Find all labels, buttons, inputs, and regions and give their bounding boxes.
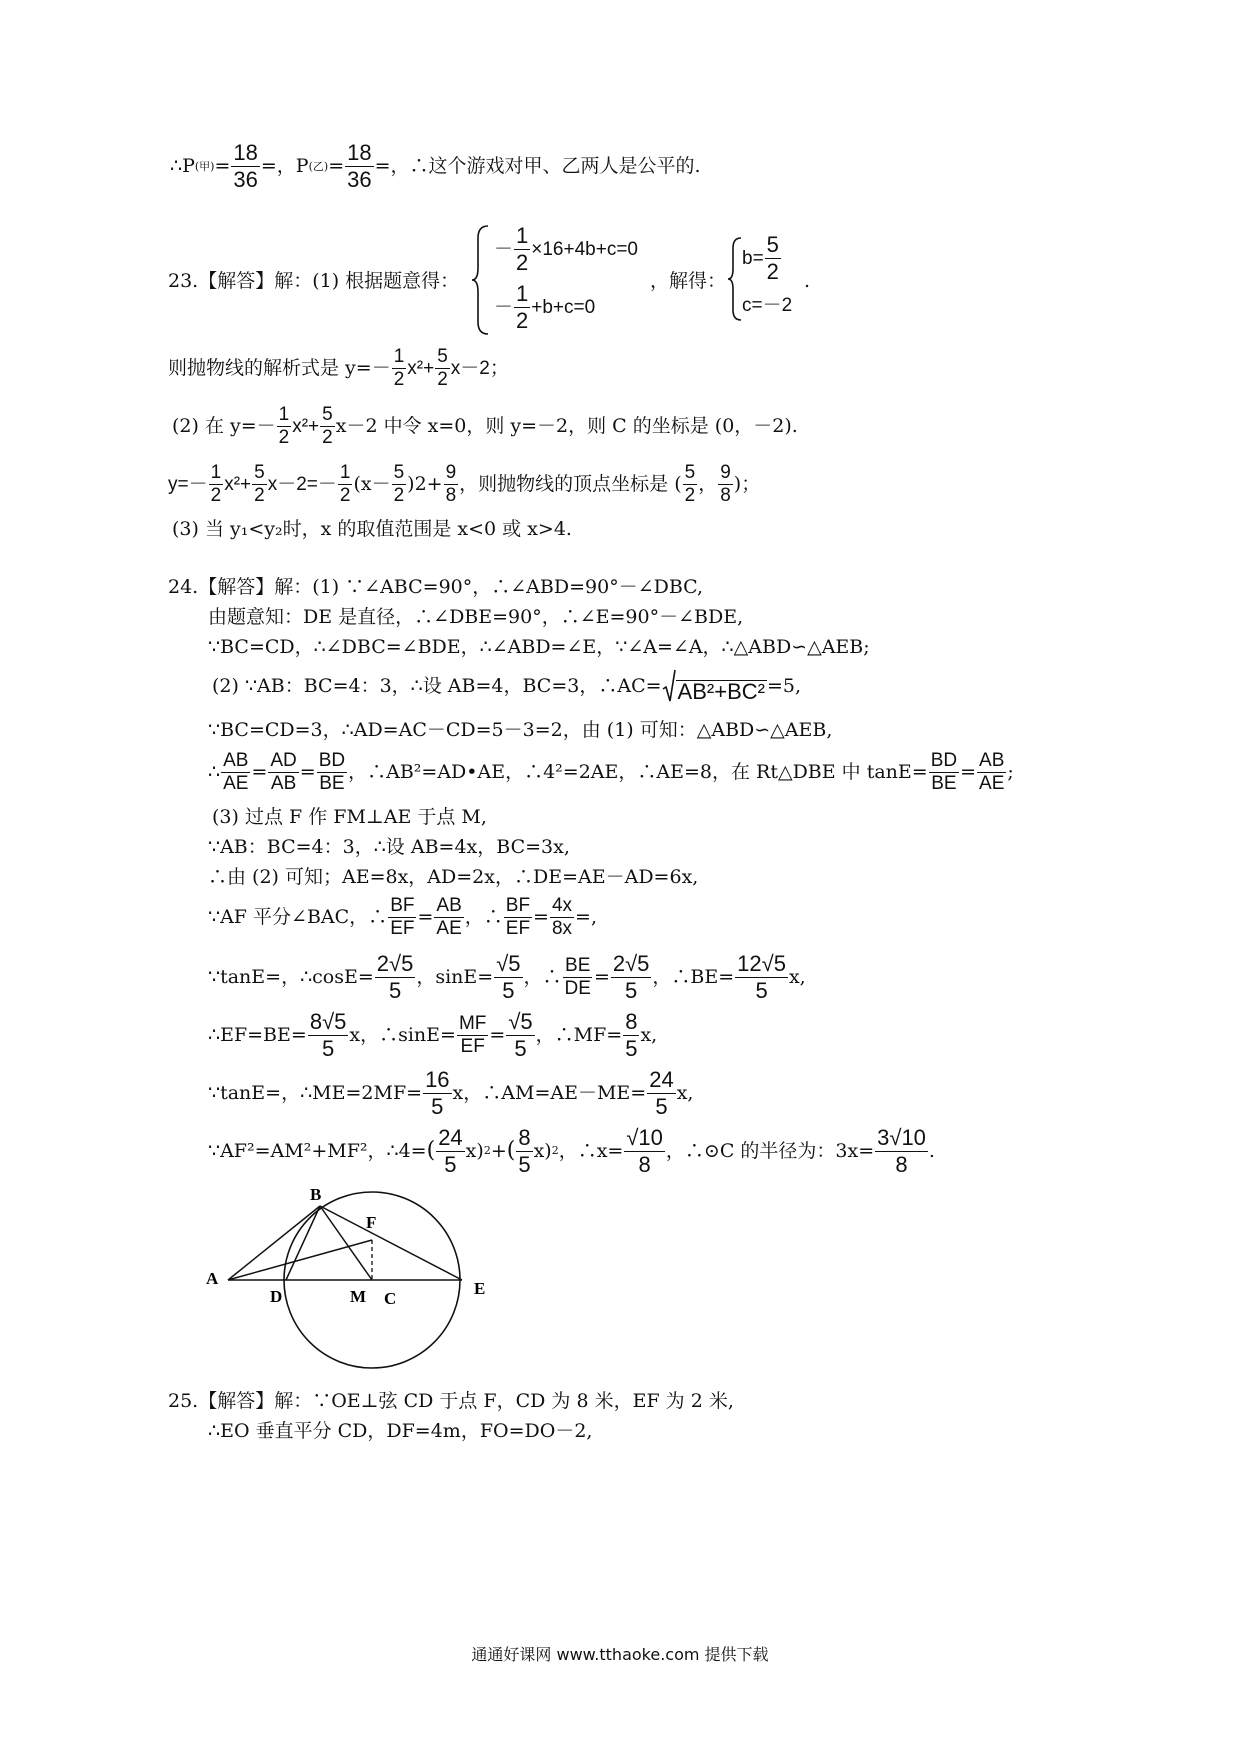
denominator: 5	[625, 977, 638, 1003]
denominator: 36	[347, 166, 372, 192]
label-b: B	[310, 1185, 322, 1204]
text: ，∴AB²=AD•AE，∴4²=2AE，∴AE=8，在 Rt△DBE 中 tanE=	[348, 760, 928, 783]
numerator: 1	[516, 281, 529, 307]
fraction	[308, 1010, 349, 1059]
numerator: 4x	[551, 894, 573, 916]
denominator: EF	[460, 1035, 485, 1057]
fraction	[647, 1068, 675, 1117]
text: ∴EF=BE=	[208, 1023, 307, 1046]
text: x²+	[292, 415, 320, 437]
fraction	[494, 952, 522, 1001]
text: x,	[640, 1023, 658, 1046]
denominator: 2	[393, 484, 405, 506]
fraction	[345, 141, 373, 190]
q23-vertex	[168, 460, 760, 508]
q24-line13	[208, 1068, 693, 1118]
numerator: 1	[516, 223, 529, 249]
segment-bc	[320, 1206, 372, 1280]
text: x－2 中令 x=0，则 y=－2，则 C 的坐标是 (0，－2).	[335, 414, 798, 437]
text: =	[328, 154, 345, 177]
fraction	[514, 282, 530, 331]
numerator: AB	[223, 749, 249, 771]
radicand: AB²+BC²	[677, 679, 765, 704]
fraction	[735, 952, 788, 1001]
text: =	[214, 154, 231, 177]
q24-line6: ∴ $\frac{AB}{AE}$ = $\frac{AD}{AB}$ = $\frac{BD}{BE}$ ，∴AB²=AD•AE，∴4²=2AE，∴AE=8，在 Rt△DBE 中 tanE= $\frac{BD}{BE}$ = $\frac{AB}{AE}$ ;	[208, 749, 1014, 794]
fraction	[563, 956, 593, 999]
segment-be	[320, 1206, 462, 1280]
q24-line7	[212, 804, 487, 830]
text: 则抛物线的解析式是 y=－	[168, 356, 391, 379]
denominator: 2	[437, 368, 448, 390]
denominator: 5	[431, 1093, 444, 1119]
numerator: 5	[437, 345, 448, 367]
fraction	[457, 1014, 488, 1057]
text: =,	[575, 905, 598, 928]
text: (2) 在 y=－	[172, 414, 276, 437]
numerator: 1	[339, 461, 351, 483]
fraction	[435, 347, 450, 390]
fraction	[317, 751, 347, 794]
fraction	[514, 224, 530, 273]
fraction	[977, 751, 1006, 794]
denominator: AB	[270, 772, 297, 794]
denominator: 5	[388, 977, 402, 1003]
label-e: E	[474, 1279, 486, 1298]
text: ∵AF²=AM²+MF²，∴4=	[208, 1139, 427, 1162]
fraction	[434, 896, 463, 939]
fraction	[277, 405, 292, 448]
text: ，则抛物线的顶点坐标是 (	[459, 472, 682, 495]
fraction	[765, 233, 781, 282]
text: ∵tanE=，∴cosE=	[208, 965, 374, 988]
numerator: 3√10	[877, 1125, 926, 1151]
segment-af	[228, 1240, 372, 1280]
numerator: MF	[458, 1012, 487, 1034]
text: =，∴这个游戏对甲、乙两人是公平的.	[374, 154, 701, 177]
denominator: 5	[625, 1035, 638, 1061]
numerator: 24	[438, 1125, 463, 1151]
denominator: 2	[516, 307, 529, 333]
text: (2) ∵AB：BC=4：3，∴设 AB=4，BC=3，∴AC=	[212, 674, 662, 697]
fraction	[221, 751, 250, 794]
text: x，∴AM=AE－ME=	[452, 1081, 647, 1104]
fraction	[550, 896, 574, 939]
numerator: 8	[625, 1009, 638, 1035]
denominator: BE	[931, 772, 957, 794]
denominator: AE	[979, 772, 1005, 794]
denominator: 2	[322, 426, 333, 448]
numerator: 1	[278, 403, 290, 425]
numerator: 5	[322, 403, 333, 425]
fraction	[929, 751, 959, 794]
fraction	[718, 463, 733, 506]
numerator: BE	[565, 954, 591, 976]
fraction	[623, 1010, 639, 1059]
numerator: BF	[390, 894, 415, 916]
denominator: 8	[895, 1151, 908, 1177]
fraction	[252, 463, 267, 506]
fraction	[611, 952, 652, 1001]
fraction	[231, 141, 259, 190]
q24-line14: ∵AF²=AM²+MF²，∴4= ( $\frac{24}{5}$ x) 2 + ( $\frac{8}{5}$ x) 2 ，∴x= $\frac{√10}{8}$ ，∴⊙C 的半径为：3x= $\frac{3√10}{8}$ .	[208, 1125, 935, 1177]
fraction	[392, 347, 407, 390]
text: +	[490, 1139, 507, 1162]
numerator: 8	[518, 1125, 531, 1151]
label-m: M	[350, 1287, 367, 1306]
denominator: 2	[516, 249, 529, 275]
numerator: 2√5	[376, 951, 414, 977]
text: 24.【解答】解：(1) ∵∠ABC=90°，∴∠ABD=90°－∠DBC,	[168, 575, 704, 598]
denominator: 36	[233, 166, 258, 192]
numerator: 24	[649, 1067, 674, 1093]
sqrt	[662, 669, 767, 703]
denominator: 8	[638, 1151, 651, 1177]
denominator: 2	[210, 484, 222, 506]
q24-line3	[208, 634, 870, 660]
numerator: 18	[347, 140, 372, 166]
denominator: AE	[223, 772, 249, 794]
fraction	[624, 1126, 665, 1175]
q24-line11: ∵tanE=，∴cosE= $\frac{2√5}{5}$ ，sinE= $\frac{√5}{5}$ ，∴ $\frac{BE}{DE}$ = $\frac{2√5}{5}$ ，∴BE= $\frac{12√5}{5}$ x,	[208, 951, 806, 1003]
denominator: 2	[278, 426, 290, 448]
numerator: BD	[930, 749, 958, 771]
q25-line2	[208, 1418, 592, 1444]
text: )2+	[407, 472, 443, 495]
text: ，∴	[464, 905, 503, 928]
q24-line1	[168, 574, 703, 600]
fraction	[875, 1126, 928, 1175]
fraction	[338, 463, 353, 506]
fraction	[209, 463, 224, 506]
denominator: 8	[445, 484, 457, 506]
text: ，∴x=	[558, 1139, 624, 1162]
numerator: AB	[436, 894, 462, 916]
fraction	[388, 896, 416, 939]
text: 25.【解答】解：∵OE⊥弦 CD 于点 F，CD 为 8 米，EF 为 2 米,	[168, 1389, 734, 1412]
denominator: 5	[518, 1151, 531, 1177]
line-probability	[170, 142, 701, 190]
numerator: AB	[979, 749, 1005, 771]
numerator: 2√5	[612, 951, 650, 977]
text: )；	[733, 472, 761, 495]
text: x,	[788, 965, 806, 988]
segment-ab	[228, 1206, 320, 1280]
text: ，解得：	[650, 269, 727, 292]
numerator: √10	[626, 1125, 663, 1151]
fraction	[375, 952, 416, 1001]
q24-line2	[208, 604, 743, 630]
text: x,	[676, 1081, 694, 1104]
solution-system	[728, 232, 828, 324]
q23-solve	[650, 266, 726, 296]
text: .	[928, 1139, 935, 1162]
numerator: 18	[233, 140, 258, 166]
text: x²+	[224, 473, 252, 495]
q24-line9	[208, 864, 698, 890]
label-d: D	[270, 1287, 283, 1306]
numerator: BD	[318, 749, 346, 771]
page-footer: 通通好课网 www.tthaoke.com 提供下载	[471, 1645, 769, 1664]
numerator: 1	[210, 461, 222, 483]
q24-line10: ∵AF 平分∠BAC，∴ $\frac{BF}{EF}$ = $\frac{AB}{AE}$ ，∴ $\frac{BF}{EF}$ = $\frac{4x}{8x}$ =,	[208, 894, 598, 939]
denominator: 5	[321, 1035, 335, 1061]
text: +b+c=0	[531, 296, 596, 318]
numerator: 5	[393, 461, 405, 483]
text: (乙)	[308, 159, 329, 173]
q24-line5	[208, 717, 832, 743]
denominator: 2	[766, 258, 779, 284]
text: ，∴	[523, 965, 562, 988]
text: x－2；	[450, 357, 509, 379]
text: x－2=－	[267, 473, 337, 495]
text: x²+	[407, 357, 435, 379]
fraction	[506, 1010, 534, 1059]
text: (3) 过点 F 作 FM⊥AE 于点 M,	[212, 805, 487, 828]
text: ∴由 (2) 可知；AE=8x，AD=2x，∴DE=AE－AD=6x,	[208, 865, 699, 888]
numerator: √5	[508, 1009, 533, 1035]
text: ∵BC=CD=3，∴AD=AC－CD=5－3=2，由 (1) 可知：△ABD∽△AEB,	[208, 718, 833, 741]
text: ∴P	[170, 154, 195, 177]
q23-part3	[172, 516, 572, 542]
text: ，∴⊙C 的半径为：3x=	[665, 1139, 875, 1162]
numerator: 5	[254, 461, 265, 483]
q25-line1	[168, 1388, 734, 1414]
q23-head	[168, 266, 459, 296]
text: 23.【解答】解：(1) 根据题意得：	[168, 269, 460, 292]
numerator: 16	[425, 1067, 450, 1093]
denominator: 5	[755, 977, 768, 1003]
text: (3) 当 y₁<y₂时，x 的取值范围是 x<0 或 x>4.	[172, 517, 572, 540]
text: －	[494, 295, 514, 318]
text: =，P	[260, 154, 309, 177]
text: ∵BC=CD，∴∠DBC=∠BDE，∴∠ABD=∠E，∵∠A=∠A，∴△ABD∽△AEB;	[208, 635, 870, 658]
text: ∴	[208, 760, 221, 783]
text: ×16+4b+c=0	[531, 238, 638, 260]
left-brace	[472, 224, 492, 336]
geometry-figure	[200, 1178, 520, 1378]
denominator: 2	[339, 484, 351, 506]
text: =5,	[766, 674, 802, 697]
text: ∵AF 平分∠BAC，∴	[208, 905, 388, 928]
text: x)	[533, 1139, 552, 1162]
text: b=	[742, 247, 764, 269]
segment-bd	[286, 1206, 320, 1280]
numerator: 8√5	[309, 1009, 347, 1035]
denominator: 2	[684, 484, 696, 506]
numerator: AD	[270, 749, 297, 771]
radical-sign	[662, 669, 676, 703]
numerator: 5	[766, 232, 779, 258]
q23-part2	[172, 402, 798, 450]
denominator: 5	[655, 1093, 668, 1119]
fraction	[436, 1126, 464, 1175]
text: ，sinE=	[416, 965, 494, 988]
denominator: 2	[254, 484, 265, 506]
numerator: 1	[393, 345, 405, 367]
text: ，∴MF=	[535, 1023, 623, 1046]
text: ，∴BE=	[652, 965, 735, 988]
numerator: 5	[684, 461, 696, 483]
text: 由题意知：DE 是直径，∴∠DBE=90°，∴∠E=90°－∠BDE,	[208, 605, 744, 628]
numerator: BF	[505, 894, 531, 916]
q24-line8	[208, 834, 570, 860]
denominator: 5	[444, 1151, 457, 1177]
numerator: 9	[720, 461, 731, 483]
label-f: F	[366, 1213, 377, 1232]
text: .	[804, 269, 811, 292]
denominator: AE	[436, 917, 462, 939]
text: c=－2	[742, 294, 793, 316]
denominator: 5	[514, 1035, 527, 1061]
fraction	[268, 751, 298, 794]
text: x，∴sinE=	[349, 1023, 456, 1046]
text: ，	[698, 472, 718, 495]
text: ∵AB：BC=4：3，∴设 AB=4x，BC=3x,	[208, 835, 570, 858]
denominator: DE	[564, 977, 591, 999]
numerator: 12√5	[737, 951, 786, 977]
denominator: BE	[319, 772, 345, 794]
fraction	[504, 896, 532, 939]
denominator: 8	[720, 484, 731, 506]
q23-parabola	[168, 344, 509, 392]
q24-line12: ∴EF=BE= $\frac{8√5}{5}$ x，∴sinE= $\frac{MF}{EF}$ = $\frac{√5}{5}$ ，∴MF= $\frac{8}{5}$ x,	[208, 1009, 658, 1061]
denominator: 8x	[551, 917, 573, 939]
numerator: √5	[496, 951, 521, 977]
text: (甲)	[194, 159, 215, 173]
label-a: A	[206, 1269, 219, 1288]
q24-line4	[212, 666, 801, 706]
numerator: 9	[445, 461, 457, 483]
text: y=－	[168, 473, 208, 495]
fraction	[683, 463, 698, 506]
equation-system	[472, 222, 672, 338]
denominator: 2	[393, 368, 405, 390]
denominator: 5	[502, 977, 515, 1003]
fraction	[320, 405, 335, 448]
text: ∴EO 垂直平分 CD，DF=4m，FO=DO－2,	[208, 1419, 593, 1442]
fraction	[423, 1068, 451, 1117]
text: ∵tanE=，∴ME=2MF=	[208, 1081, 423, 1104]
label-c: C	[384, 1289, 397, 1308]
fraction	[392, 463, 407, 506]
denominator: EF	[390, 917, 415, 939]
text: x)	[465, 1139, 484, 1162]
denominator: EF	[505, 917, 531, 939]
text: －	[494, 237, 514, 260]
text: (x－	[353, 472, 391, 495]
fraction	[516, 1126, 532, 1175]
fraction	[444, 463, 459, 506]
